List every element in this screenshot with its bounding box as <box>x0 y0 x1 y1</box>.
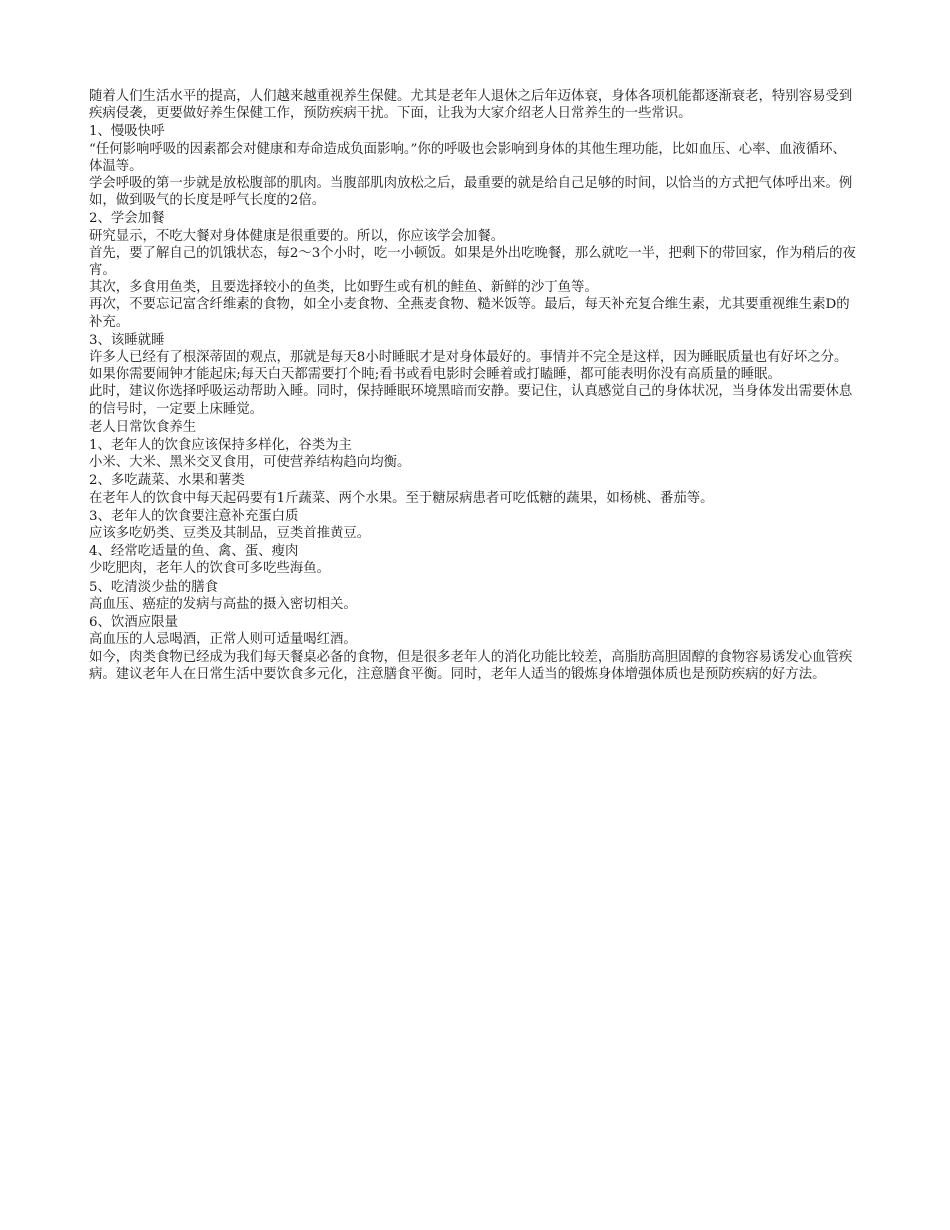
paragraph: 高血压的人忌喝酒，正常人则可适量喝红酒。 <box>89 632 357 648</box>
section-heading-breathing: 1、慢吸快呼 <box>89 124 165 140</box>
paragraph: 学会呼吸的第一步就是放松腹部的肌肉。当腹部肌肉放松之后，最重要的就是给自己足够的时间，以恰当的方式把气体呼出来。例如，做到吸气的长度是呼气长度的2倍。 <box>89 176 853 209</box>
paragraph: 再次，不要忘记富含纤维素的食物，如全小麦食物、全燕麦食物、糙米饭等。最后，每天补充复合维生素，尤其要重视维生素D的补充。 <box>89 297 850 330</box>
section-heading-sleep: 3、该睡就睡 <box>89 332 165 348</box>
subheading-fish-meat: 4、经常吃适量的鱼、禽、蛋、瘦肉 <box>89 544 299 560</box>
subheading-vegetables: 2、多吃蔬菜、水果和薯类 <box>89 473 245 489</box>
paragraph: 许多人已经有了根深蒂固的观点，那就是每天8小时睡眠才是对身体最好的。事情并不完全是这样，因为睡眠质量也有好坏之分。 <box>89 350 848 366</box>
intro-paragraph: 随着人们生活水平的提高，人们越来越重视养生保健。尤其是老年人退休之后年迈体衰，身体各项机能都逐渐衰老，特别容易受到疾病侵袭，更要做好养生保健工作，预防疾病干扰。下面，让我为大家介绍老人日常养生的一些常识。 <box>89 89 853 122</box>
section-heading-diet: 老人日常饮食养生 <box>89 419 197 435</box>
subheading-low-salt: 5、吃清淡少盐的膳食 <box>89 579 219 595</box>
closing-paragraph: 如今，肉类食物已经成为我们每天餐桌必备的食物，但是很多老年人的消化功能比较差，高脂肪高胆固醇的食物容易诱发心血管疾病。建议老年人在日常生活中要饮食多元化，注意膳食平衡。同时，老年人适当的锻炼身体增强体质也是预防疾病的好方法。 <box>89 649 853 682</box>
subheading-protein: 3、老年人的饮食要注意补充蛋白质 <box>89 508 299 524</box>
document-body <box>89 88 859 683</box>
paragraph: “任何影响呼吸的因素都会对健康和寿命造成负面影响。”你的呼吸也会影响到身体的其他生理功能，比如血压、心率、血液循环、体温等。 <box>89 141 846 174</box>
subheading-alcohol: 6、饮酒应限量 <box>89 615 178 631</box>
paragraph: 如果你需要闹钟才能起床;每天白天都需要打个盹;看书或看电影时会睡着或打瞌睡，都可能表明你没有高质量的睡眠。 <box>89 367 781 383</box>
paragraph: 其次，多食用鱼类，且要选择较小的鱼类，比如野生或有机的鲑鱼、新鲜的沙丁鱼等。 <box>89 280 598 296</box>
paragraph: 研究显示，不吃大餐对身体健康是很重要的。所以，你应该学会加餐。 <box>89 228 505 244</box>
paragraph: 高血压、癌症的发病与高盐的摄入密切相关。 <box>89 596 357 612</box>
paragraph: 小米、大米、黑米交叉食用，可使营养结构趋向均衡。 <box>89 455 411 471</box>
paragraph: 首先，要了解自己的饥饿状态，每2～3个小时，吃一小顿饭。如果是外出吃晚餐，那么就吃一半，把剩下的带回家，作为稍后的夜宵。 <box>89 245 856 279</box>
paragraph: 此时，建议你选择呼吸运动帮助入睡。同时，保持睡眠环境黑暗而安静。要记住，认真感觉自己的身体状况，当身体发出需要休息的信号时，一定要上床睡觉。 <box>89 384 853 417</box>
subheading-variety: 1、老年人的饮食应该保持多样化，谷类为主 <box>89 438 352 454</box>
paragraph: 应该多吃奶类、豆类及其制品，豆类首推黄豆。 <box>89 526 371 542</box>
paragraph: 在老年人的饮食中每天起码要有1斤蔬菜、两个水果。至于糖尿病患者可吃低糖的蔬果，如杨桃、番茄等。 <box>89 490 714 506</box>
paragraph: 少吃肥肉，老年人的饮食可多吃些海鱼。 <box>89 561 331 577</box>
section-heading-meals: 2、学会加餐 <box>89 211 165 227</box>
